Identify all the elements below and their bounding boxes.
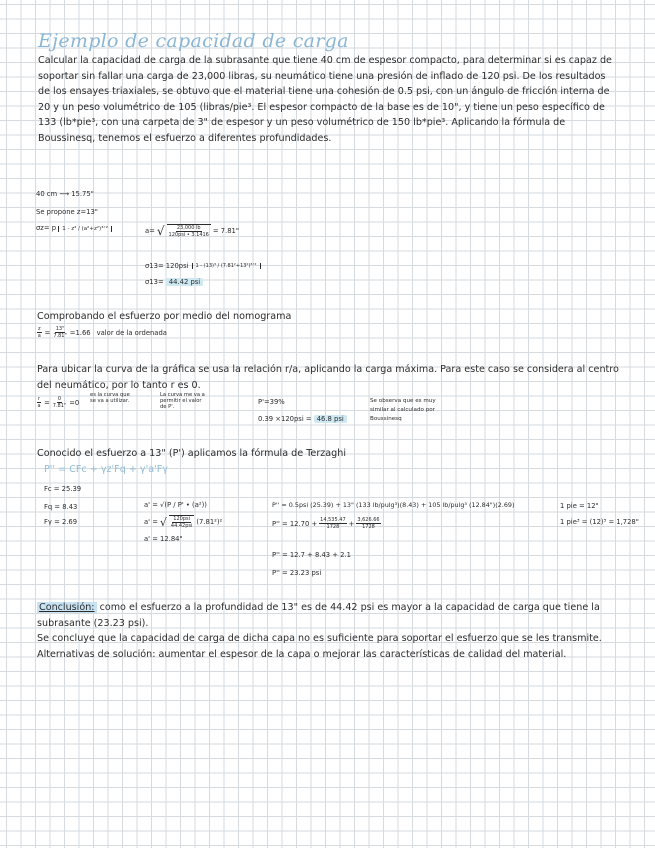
pdp2-lhs: P'' = 12.70 + <box>272 519 318 528</box>
conclusion-para-1 <box>37 600 627 631</box>
conclusion-label: Conclusión: <box>39 602 95 613</box>
boussinesq-bracket: 1 - z³ / (a²+z²)³ᐟ² <box>58 226 112 232</box>
sigma-sub-lhs: σ13= 120psi <box>145 262 189 270</box>
terzaghi-formula: P'' = CFc + γz'Fq + γ'a'Fγ <box>44 464 168 475</box>
curve-ratio: $\frac{r}{a}$ = $\frac{0}{7.81"}$ =0 <box>37 396 80 409</box>
pdp-line-2 <box>272 517 381 530</box>
pdp2-frac2 <box>356 517 380 530</box>
ratio-mid-den: 7.81" <box>53 333 67 339</box>
observation-note: Se observa que es muy similar al calculado por Boussinesq <box>370 398 436 422</box>
pdp2-f2-num: 3,626.66 <box>357 517 380 523</box>
boussinesq-lhs: σz= p <box>36 224 57 232</box>
curve-note-1: es la curva que se va a utilizar. <box>90 392 130 404</box>
fy-value: Fγ = 2.69 <box>44 518 78 526</box>
pdp2-f2-den: 1728 <box>362 524 375 530</box>
conclusion-text-1: como el esfuerzo a la profundidad de 13" es de 44.42 psi es mayor a la capacidad de carga que tiene la subrasante (23.23 psi). <box>37 602 600 629</box>
pprime-value: P'=39% <box>258 398 285 406</box>
aprime-formula: a' = √(P / P' • (a²)) <box>144 501 207 509</box>
pdp2-f1-num: 14,535.47 <box>320 517 346 523</box>
frac-a-den: a <box>37 403 41 409</box>
unit-cubic-foot: 1 pie³ = (12)³ = 1,728" <box>560 518 639 526</box>
frac-result: =0 <box>69 398 80 407</box>
terzaghi-heading: Conocido el esfuerzo a 13" (P') aplicamos la fórmula de Terzaghi <box>37 448 347 459</box>
ratio-lhs-num: z <box>38 326 41 332</box>
aprime-substitution <box>144 515 222 529</box>
aprime2-lhs: a' = <box>144 518 158 526</box>
sigma-result-label: σ13= <box>145 278 164 286</box>
ratio-lhs <box>37 326 42 339</box>
sqrt-symbol-2: √ <box>159 515 167 529</box>
a-result: = 7.81" <box>212 227 239 235</box>
sigma-sub-bracket: 1 - (13)³ / (7.81²+13²)³ᐟ² <box>192 263 261 269</box>
pdp2-f1-den: 1728 <box>326 524 340 530</box>
curve-text: Para ubicar la curva de la gráfica se usa la relación r/a, aplicando la carga máxima. Para este caso se considera al centro del neumático, por lo tanto r es 0. <box>37 364 619 391</box>
curve-note-2: La curva me va a permitir el valor de P'. <box>160 392 205 410</box>
nomogram-ratio: $\frac{z}{a}$ = $\frac{13"}{7.81"}$ =1.66 valor de la ordenada <box>37 326 167 339</box>
a-den: 120psi • 3.1416 <box>168 232 209 238</box>
aprime2-frac <box>169 515 194 529</box>
frac-b <box>53 396 66 409</box>
a-fraction <box>167 224 211 238</box>
pdp-line-1: P'' = 0.5psi (25.39) + 13" (133 lb/pulg³)(8.43) + 105 lb/pulg³ (12.84")(2.69) <box>272 501 515 509</box>
frac-a <box>37 396 41 409</box>
frac-a-num: r <box>38 396 41 402</box>
nomogram-heading: Comprobando el esfuerzo por medio del nomograma <box>37 311 292 322</box>
pdp2-frac1 <box>319 517 346 530</box>
a-equation <box>145 224 239 238</box>
frac-b-num: 0 <box>57 396 62 402</box>
sigma-result <box>145 278 203 286</box>
unit-foot: 1 pie = 12" <box>560 502 599 510</box>
pprime-calc <box>258 415 347 423</box>
sigma-result-value: 44.42 psi <box>166 278 203 286</box>
conclusion-para-2: Se concluye que la capacidad de carga de dicha capa no es suficiente para soportar el esfuerzo que se les transmite. Alternativas de solución: aumentar el espesor de la capa o mejorar las características de calidad del material. <box>37 633 602 660</box>
a-eq-lhs: a= <box>145 227 155 235</box>
pprime-calc-text: 0.39 ×120psi = <box>258 415 312 423</box>
pdp2-plus: + <box>348 519 355 528</box>
problem-statement: Calcular la capacidad de carga de la subrasante que tiene 40 cm de espesor compacto, para determinar si es capaz de soportar sin fallar una carga de 23,000 libras, su neumático tiene una presión de inflado de 120 psi. De los resultados de los ensayes triaxiales, se obtuvo que el material tiene una cohesión de 0.5 psi, con un ángulo de fricción interna de 20 y un peso volumétrico de 105 (libras/pie³. El espesor compacto de la base es de 10", y tiene un peso específico de 133 (lb*pie³, con una carpeta de 3" de espesor y un peso volumétrico de 150 lb*pie³. Aplicando la fórmula de Boussinesq, tenemos el esfuerzo a diferentes profundidades. <box>38 55 612 144</box>
pdp-line-3: P'' = 12.7 + 8.43 + 2.1 <box>272 551 351 559</box>
unit-conversion: 40 cm ⟶ 15.75" <box>36 190 94 198</box>
ratio-mid-num: 13" <box>55 326 65 332</box>
ratio-note: valor de la ordenada <box>96 328 167 337</box>
sqrt-symbol: √ <box>156 224 165 238</box>
boussinesq-formula <box>36 224 112 232</box>
page-title: Ejemplo de capacidad de carga <box>38 30 349 52</box>
a-num: 23,000 lb <box>176 225 201 231</box>
aprime2-den: 44.42psi <box>170 523 193 529</box>
depth-proposal: Se propone z=13" <box>36 208 98 216</box>
fc-value: Fc = 25.39 <box>44 485 82 493</box>
aprime-result: a' = 12.84" <box>144 535 183 543</box>
ratio-lhs-den: a <box>37 333 41 339</box>
ratio-mid <box>53 326 66 339</box>
pprime-result: 46.8 psi <box>314 415 347 423</box>
ratio-value: =1.66 <box>69 328 91 337</box>
fq-value: Fq = 8.43 <box>44 503 78 511</box>
sigma-substitution <box>145 262 261 270</box>
aprime2-rhs: (7.81²)² <box>196 518 223 526</box>
aprime2-num: 120psi <box>173 516 190 522</box>
frac-b-den: 7.81" <box>52 403 67 409</box>
pdp-line-4: P'' = 23.23 psi <box>272 569 322 577</box>
